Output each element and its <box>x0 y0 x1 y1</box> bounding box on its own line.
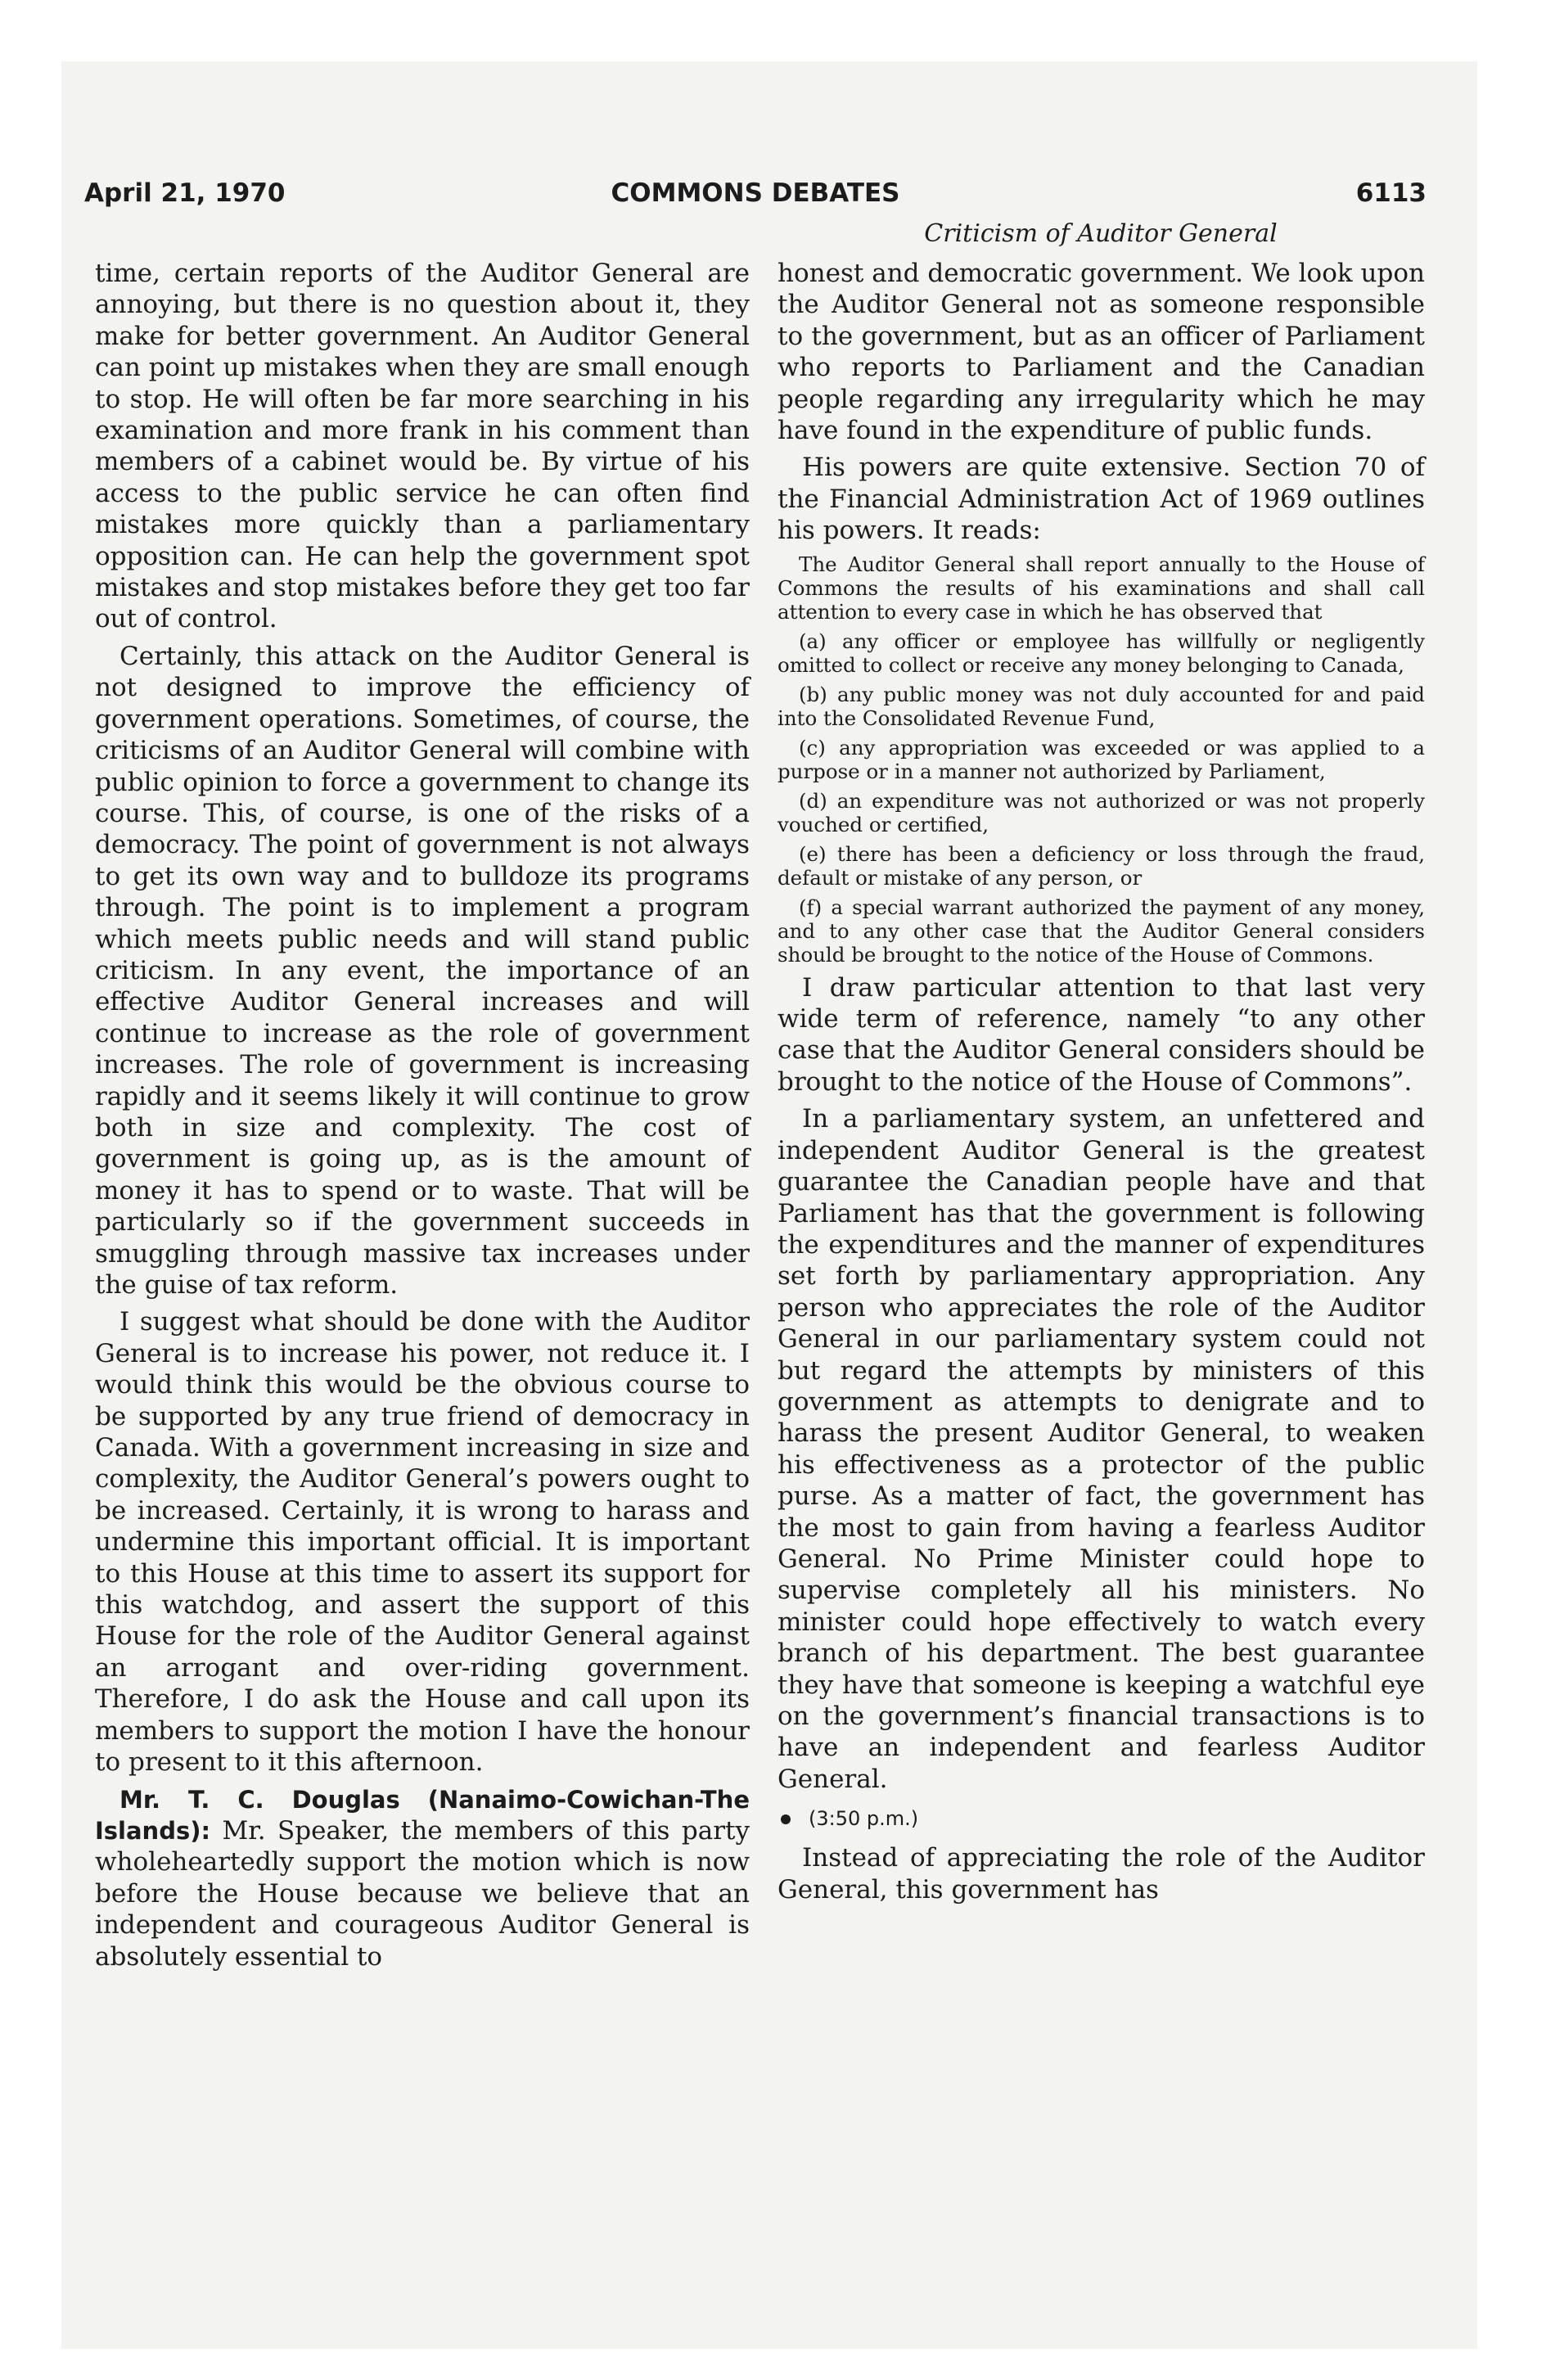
header-date: April 21, 1970 <box>84 178 286 208</box>
paragraph: honest and democratic government. We look upon the Auditor General not as someone responsible to the government, but as an officer of Parliament who reports to Parliament and the Canadian people regarding any irregularity which he may have found in the expenditure of public funds. <box>778 259 1425 446</box>
paragraph: His powers are quite extensive. Section 70 of the Financial Administration Act of 1969 outlines his powers. It reads: <box>778 453 1425 546</box>
section-subheading: Criticism of Auditor General <box>924 219 1278 248</box>
page-header <box>84 178 1427 218</box>
time-marker <box>781 1805 1425 1832</box>
quote-item-b: (b) any public money was not duly accounted for and paid into the Consolidated Revenue Fund, <box>778 682 1425 730</box>
quote-item-c: (c) any appropriation was exceeded or was applied to a purpose or in a manner not authorized by Parliament, <box>778 735 1425 783</box>
time-marker-text: (3:50 p.m.) <box>809 1807 919 1831</box>
right-column <box>778 258 1425 1911</box>
bullet-icon <box>781 1814 791 1824</box>
statute-quote <box>778 552 1425 967</box>
left-column <box>95 258 750 1978</box>
speaker-name: Mr. T. C. Douglas (Nanaimo-Cowichan-The Islands): <box>95 1785 750 1845</box>
quote-intro: The Auditor General shall report annually to the House of Commons the results of his examinations and shall call attention to every case in which he has observed that <box>778 552 1425 624</box>
paragraph: In a parliamentary system, an unfettered and independent Auditor General is the greatest guarantee the Canadian people have and that Parliament has that the government is following the expenditures and the manner of expenditures set forth by parliamentary appropriation. Any person who appreciates the role of the Auditor General in our parliamentary system could not but regard the attempts by ministers of this government as attempts to denigrate and to harass the present Auditor General, to weaken his effectiveness as a protector of the public purse. As a matter of fact, the government has the most to gain from having a fearless Auditor General. No Prime Minister could hope to supervise completely all his ministers. No minister could hope effectively to watch every branch of his department. The best guarantee they have that someone is keeping a watchful eye on the government’s financial transactions is to have an independent and fearless Auditor General. <box>778 1104 1425 1794</box>
quote-item-a: (a) any officer or employee has willfully or negligently omitted to collect or receive any money belonging to Canada, <box>778 629 1425 677</box>
paragraph: Certainly, this attack on the Auditor General is not designed to improve the efficiency of government operations. Sometimes, of course, the criticisms of an Auditor General will combine with public opinion to force a government to change its course. This, of course, is one of the risks of a democracy. The point of government is not always to get its own way and to bulldoze its programs through. The point is to implement a program which meets public needs and will stand public criticism. In any event, the importance of an effective Auditor General increases and will continue to increase as the role of government increases. The role of government is increasing rapidly and it seems likely it will continue to grow both in size and complexity. The cost of government is going up, as is the amount of money it has to spend or to waste. That will be particularly so if the government succeeds in smuggling through massive tax increases under the guise of tax reform. <box>95 641 750 1300</box>
quote-item-e: (e) there has been a deficiency or loss through the fraud, default or mistake of any person, or <box>778 841 1425 890</box>
paragraph: time, certain reports of the Auditor General are annoying, but there is no question about it, they make for better government. An Auditor General can point up mistakes when they are small enough to stop. He will often be far more searching in his examination and more frank in his comment than members of a cabinet would be. By virtue of his access to the public service he can often find mistakes more quickly than a parliamentary opposition can. He can help the government spot mistakes and stop mistakes before they get too far out of control. <box>95 259 750 634</box>
quote-item-f: (f) a special warrant authorized the payment of any money, and to any other case that the Auditor General considers should be brought to the notice of the House of Commons. <box>778 895 1425 967</box>
quote-item-d: (d) an expenditure was not authorized or was not properly vouched or certified, <box>778 788 1425 836</box>
page-number: 6113 <box>1355 178 1427 208</box>
header-title: COMMONS DEBATES <box>611 178 900 208</box>
speech-text: Mr. Speaker, the members of this party wholeheartedly support the motion which is now before the House because we believe that an independent and courageous Auditor General is absolutely essential to <box>95 1815 750 1972</box>
paragraph: I draw particular attention to that last very wide term of reference, namely “to any other case that the Auditor General considers should be brought to the notice of the House of Commons”. <box>778 972 1425 1097</box>
paragraph: I suggest what should be done with the Auditor General is to increase his power, not reduce it. I would think this would be the obvious course to be supported by any true friend of democracy in Canada. With a government increasing in size and complexity, the Auditor General’s powers ought to be increased. Certainly, it is wrong to harass and undermine this important official. It is important to this House at this time to assert its support for this watchdog, and assert the support of this House for the role of the Auditor General against an arrogant and over-riding government. Therefore, I do ask the House and call upon its members to support the motion I have the honour to present to it this afternoon. <box>95 1307 750 1778</box>
paragraph: Instead of appreciating the role of the Auditor General, this government has <box>778 1843 1425 1904</box>
speaker-paragraph <box>95 1784 750 1972</box>
